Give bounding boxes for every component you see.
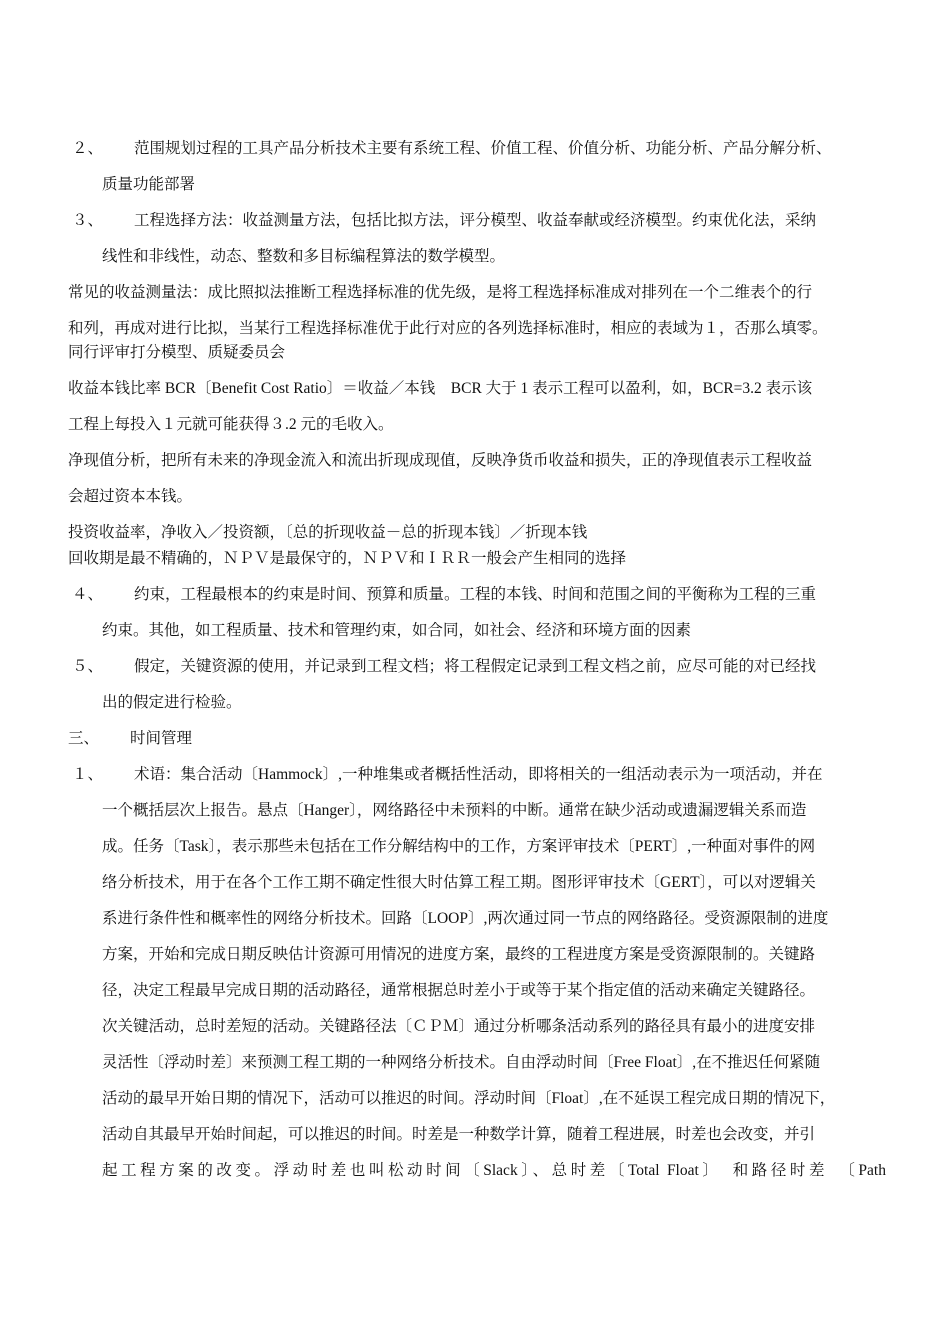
text-span: 工程选择方法：收益测量方法，包括比拟方法，评分模型、收益奉献或经济模型。约束优化法，采纳 bbox=[134, 212, 817, 229]
text-span: 出的假定进行检验。 bbox=[102, 694, 242, 711]
text-line bbox=[68, 1090, 886, 1108]
text-span: 成。任务〔Task〕，表示那些未包括在工作分解结构中的工作，方案评审技术〔PERT〕,一种面对事件的网 bbox=[102, 838, 816, 855]
text-span: 收益本钱比率 BCR〔Benefit Cost Ratio〕＝收益／本钱 BCR 大于 1 表示工程可以盈利，如，BCR=3.2 表示该 bbox=[68, 380, 813, 397]
section-heading bbox=[68, 730, 886, 748]
text-span: 系进行条件性和概率性的网络分析技术。回路〔LOOP〕,两次通过同一节点的网络路径。受资源限制的进度 bbox=[102, 910, 829, 927]
text-line bbox=[68, 658, 886, 676]
text-span: 方案，开始和完成日期反映估计资源可用情况的进度方案，最终的工程进度方案是受资源限制的。关键路 bbox=[102, 946, 816, 963]
text-line bbox=[68, 874, 886, 892]
text-line bbox=[68, 380, 886, 398]
text-line bbox=[68, 550, 886, 568]
text-span: 起工程方案的改变。浮动时差也叫松动时间〔Slack〕、总时差〔Total Float〕 和路径时差 〔Path bbox=[102, 1162, 886, 1179]
text-line bbox=[68, 1054, 886, 1072]
text-span: 径，决定工程最早完成日期的活动路径，通常根据总时差小于或等于某个指定值的活动来确定关键路径。 bbox=[102, 982, 816, 999]
text-span: 和列，再成对进行比拟，当某行工程选择标准优于此行对应的各列选择标准时，相应的表域为１，否那么填零。 bbox=[68, 320, 828, 337]
text-span: 一个概括层次上报告。悬点〔Hanger〕，网络路径中未预料的中断。通常在缺少活动或遗漏逻辑关系而造 bbox=[102, 802, 807, 819]
text-line bbox=[68, 694, 886, 712]
text-line bbox=[68, 1126, 886, 1144]
text-span: 常见的收益测量法：成比照拟法推断工程选择标准的优先级，是将工程选择标准成对排列在一个二维表个的行 bbox=[68, 284, 813, 301]
text-span: 工程上每投入１元就可能获得３.2 元的毛收入。 bbox=[68, 416, 394, 433]
item-number: ５、 bbox=[72, 658, 104, 675]
text-line bbox=[68, 416, 886, 434]
text-span: 术语：集合活动〔Hammock〕,一种堆集或者概括性活动，即将相关的一组活动表示为一项活动，并在 bbox=[134, 766, 823, 783]
text-span: 会超过资本本钱。 bbox=[68, 488, 193, 505]
text-line bbox=[68, 524, 886, 542]
text-line bbox=[68, 140, 886, 158]
text-line bbox=[68, 766, 886, 784]
text-line bbox=[68, 488, 886, 506]
text-line bbox=[68, 320, 886, 338]
text-span: 净现值分析，把所有未来的净现金流入和流出折现成现值，反映净货币收益和损失，正的净现值表示工程收益 bbox=[68, 452, 813, 469]
text-line bbox=[68, 910, 886, 928]
text-span: 同行评审打分模型、质疑委员会 bbox=[68, 344, 286, 361]
text-line bbox=[68, 212, 886, 230]
text-span: 假定，关键资源的使用，并记录到工程文档；将工程假定记录到工程文档之前，应尽可能的对已经找 bbox=[134, 658, 817, 675]
text-span: 络分析技术，用于在各个工作工期不确定性很大时估算工程工期。图形评审技术〔GERT〕，可以对逻辑关 bbox=[102, 874, 816, 891]
document-body bbox=[68, 130, 886, 1180]
text-span: 投资收益率，净收入／投资额，〔总的折现收益－总的折现本钱〕／折现本钱 bbox=[68, 524, 588, 541]
item-number: ２、 bbox=[72, 140, 104, 157]
text-line bbox=[68, 452, 886, 470]
text-line bbox=[68, 586, 886, 604]
text-line bbox=[68, 176, 886, 194]
text-line bbox=[68, 982, 886, 1000]
text-span: 线性和非线性，动态、整数和多目标编程算法的数学模型。 bbox=[102, 248, 506, 265]
text-span: 次关键活动，总时差短的活动。关键路径法〔ＣＰＭ〕通过分析哪条活动系列的路径具有最小的进度安排 bbox=[102, 1018, 816, 1035]
text-span: 范围规划过程的工具产品分析技术主要有系统工程、价值工程、价值分析、功能分析、产品分解分析、 bbox=[134, 140, 832, 157]
text-span: 活动自其最早开始时间起，可以推迟的时间。时差是一种数学计算，随着工程进展，时差也会改变，并引 bbox=[102, 1126, 816, 1143]
item-number: １、 bbox=[72, 766, 104, 783]
text-span: 约束。其他，如工程质量、技术和管理约束，如合同，如社会、经济和环境方面的因素 bbox=[102, 622, 692, 639]
text-line bbox=[68, 284, 886, 302]
item-number: ４、 bbox=[72, 586, 104, 603]
item-number: ３、 bbox=[72, 212, 104, 229]
text-span: 约束，工程最根本的约束是时间、预算和质量。工程的本钱、时间和范围之间的平衡称为工程的三重 bbox=[134, 586, 817, 603]
text-line bbox=[68, 946, 886, 964]
text-line bbox=[68, 1162, 886, 1180]
text-line bbox=[68, 622, 886, 640]
section-number: 三、 bbox=[68, 730, 100, 747]
text-span: 灵活性〔浮动时差〕来预测工程工期的一种网络分析技术。自由浮动时间〔Free Float〕,在不推迟任何紧随 bbox=[102, 1054, 821, 1071]
text-span: 回收期是最不精确的，ＮＰＶ是最保守的，ＮＰＶ和ＩＲＲ一般会产生相同的选择 bbox=[68, 550, 627, 567]
text-line bbox=[68, 838, 886, 856]
text-span: 活动的最早开始日期的情况下，活动可以推迟的时间。浮动时间〔Float〕,在不延误工程完成日期的情况下， bbox=[102, 1090, 836, 1107]
text-line bbox=[68, 248, 886, 266]
text-line bbox=[68, 802, 886, 820]
text-line bbox=[68, 344, 886, 362]
text-span: 时间管理 bbox=[130, 730, 193, 747]
text-span: 质量功能部署 bbox=[102, 176, 196, 193]
text-line bbox=[68, 1018, 886, 1036]
